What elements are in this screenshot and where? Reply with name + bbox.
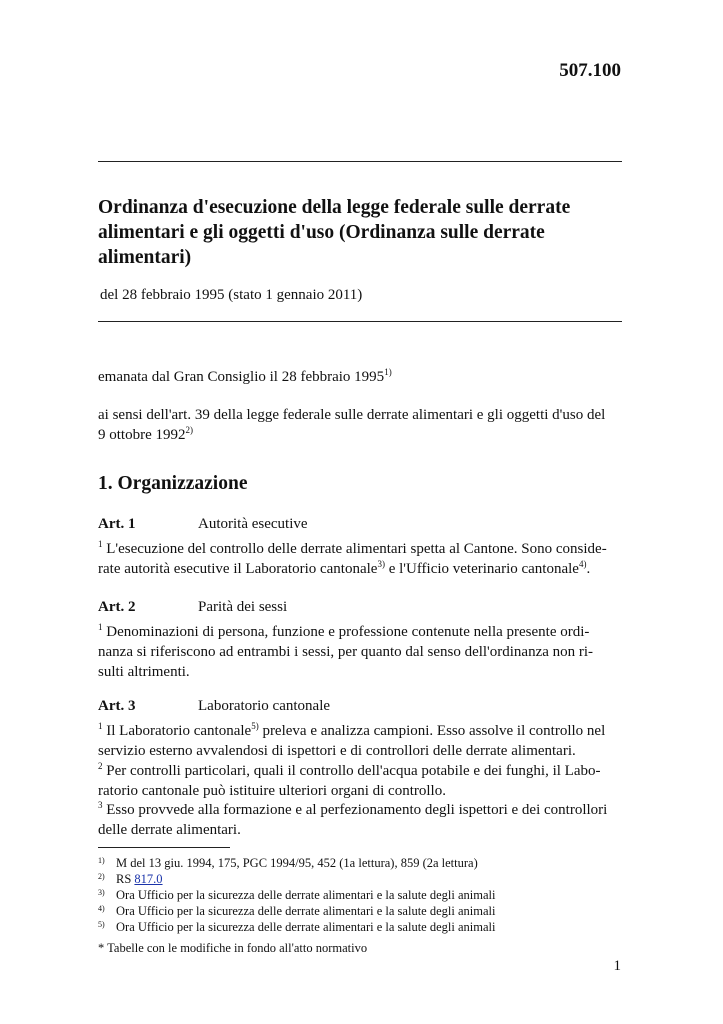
amendments-note: * Tabelle con le modifiche in fondo all'atto normativo bbox=[98, 941, 368, 955]
footnote bbox=[98, 917, 495, 935]
document-number: 507.100 bbox=[559, 60, 621, 81]
paragraph-line: $^1$ Il Laboratorio cantonale$^{5)}$ preleva e analizza campioni. Esso assolve il controllo nel bbox=[98, 721, 606, 739]
article-title: Parità dei sessi bbox=[198, 599, 288, 615]
paragraph-line: $^1$ L'esecuzione del controllo delle derrate alimentari spetta al Cantone. Sono conside- bbox=[98, 539, 607, 557]
footnote-ref[interactable]: 5) bbox=[251, 721, 259, 731]
article-heading bbox=[98, 698, 330, 715]
title-line: alimentari e gli oggetti d'uso (Ordinanza sulle derrate bbox=[98, 222, 545, 243]
page-number: 1 bbox=[613, 958, 621, 974]
article-paragraph bbox=[98, 721, 624, 761]
article-paragraph bbox=[98, 761, 624, 801]
footnote-ref[interactable]: 2) bbox=[185, 425, 193, 435]
paragraph-line: sulti altrimenti. bbox=[98, 664, 190, 680]
footnote-text: RS bbox=[116, 872, 135, 886]
footnote-mark: 2) bbox=[98, 872, 105, 881]
footnote-mark: 1) bbox=[98, 856, 105, 865]
preamble-text: emanata dal Gran Consiglio il 28 febbraio 1995 bbox=[98, 369, 385, 385]
article-number: Art. 2 bbox=[98, 599, 136, 615]
paragraph-mark: 1 bbox=[98, 721, 103, 731]
paragraph-mark: 1 bbox=[98, 622, 103, 632]
paragraph-mark: 2 bbox=[98, 761, 103, 771]
top-divider bbox=[98, 161, 622, 162]
paragraph-line: $^3$ Esso provvede alla formazione e al perfezionamento degli ispettori e dei controllori bbox=[98, 800, 608, 818]
footnote-ref[interactable]: 4) bbox=[578, 559, 587, 569]
article-title: Laboratorio cantonale bbox=[198, 698, 331, 714]
article-heading bbox=[98, 599, 287, 616]
article-title: Autorità esecutive bbox=[198, 516, 308, 532]
paragraph-line: servizio esterno avvalendosi di ispettori e di controllori delle derrate alimentari. bbox=[98, 743, 576, 759]
footnote-text: Ora Ufficio per la sicurezza delle derrate alimentari e la salute degli animali bbox=[116, 888, 496, 902]
preamble-line: 9 ottobre 1992$^{2)}$ bbox=[98, 425, 193, 443]
footnote-mark: 4) bbox=[98, 904, 105, 913]
footnote-text: Ora Ufficio per la sicurezza delle derrate alimentari e la salute degli animali bbox=[116, 904, 496, 918]
article-number: Art. 1 bbox=[98, 516, 136, 532]
preamble-legal-basis bbox=[98, 405, 624, 445]
article-paragraph bbox=[98, 539, 624, 579]
article-paragraph bbox=[98, 800, 624, 840]
footnote-mark: 3) bbox=[98, 888, 105, 897]
paragraph-line: rate autorità esecutive il Laboratorio cantonale$^{3)}$ e l'Ufficio veterinario cantonale$^{4)}$. bbox=[98, 559, 591, 577]
preamble-line: ai sensi dell'art. 39 della legge federale sulle derrate alimentari e gli oggetti d'uso del bbox=[98, 407, 606, 423]
article-heading bbox=[98, 516, 308, 533]
paragraph-line: $^2$ Per controlli particolari, quali il controllo dell'acqua potabile e dei funghi, il Labo- bbox=[98, 761, 601, 779]
paragraph-mark: 3 bbox=[98, 800, 103, 810]
footnote-mark: 5) bbox=[98, 920, 105, 929]
footnote-ref[interactable]: 3) bbox=[377, 559, 385, 569]
paragraph-line: ratorio cantonale può istituire ulteriori organi di controllo. bbox=[98, 783, 446, 799]
paragraph-line: $^1$ Denominazioni di persona, funzione e professione contenute nella presente ordi- bbox=[98, 622, 590, 640]
title-line: alimentari) bbox=[98, 247, 192, 268]
document-title bbox=[98, 195, 638, 270]
footnote-text: M del 13 giu. 1994, 175, PGC 1994/95, 452 (1a lettura), 859 (2a lettura) bbox=[116, 856, 478, 870]
document-date: del 28 febbraio 1995 (stato 1 gennaio 2011) bbox=[100, 287, 363, 303]
section-heading: 1. Organizzazione bbox=[98, 473, 248, 494]
footnote-separator bbox=[98, 847, 230, 848]
article-number: Art. 3 bbox=[98, 698, 136, 714]
footnote-link[interactable]: 817.0 bbox=[134, 872, 163, 886]
title-divider bbox=[98, 321, 622, 322]
footnote-ref[interactable]: 1) bbox=[384, 367, 392, 377]
paragraph-line: delle derrate alimentari. bbox=[98, 822, 241, 838]
footnote-text: Ora Ufficio per la sicurezza delle derrate alimentari e la salute degli animali bbox=[116, 920, 496, 934]
article-paragraph bbox=[98, 622, 624, 682]
title-line: Ordinanza d'esecuzione della legge federale sulle derrate bbox=[98, 197, 571, 218]
paragraph-line: nanza si riferiscono ad entrambi i sessi, per quanto dal senso dell'ordinanza non ri- bbox=[98, 644, 594, 660]
preamble-enactment bbox=[98, 367, 624, 387]
paragraph-mark: 1 bbox=[98, 539, 103, 549]
